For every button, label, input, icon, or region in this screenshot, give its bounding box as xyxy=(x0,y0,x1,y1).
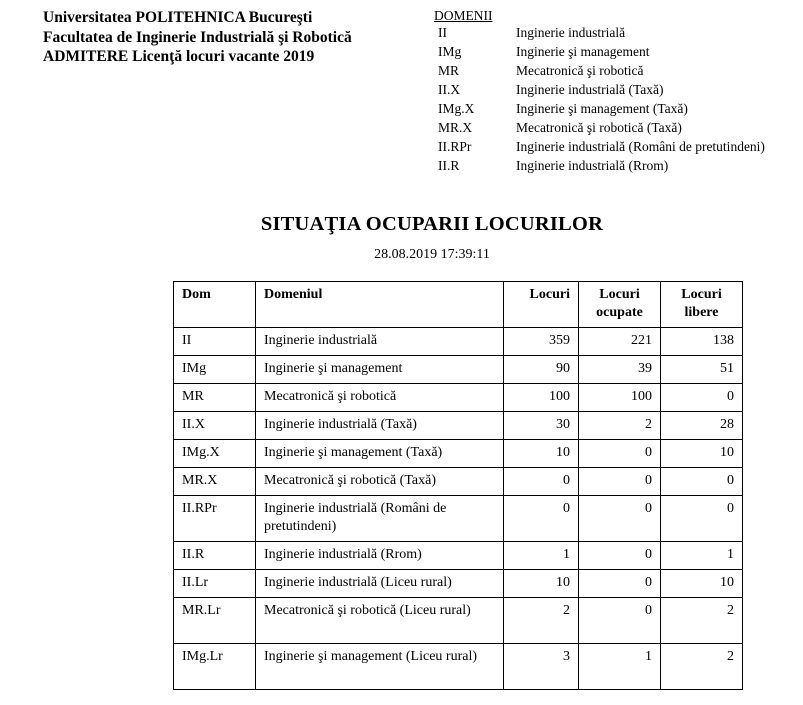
legend-name: Mecatronică şi robotică (Taxă) xyxy=(516,119,682,135)
cell-locuri-ocupate: 39 xyxy=(579,356,661,384)
cell-locuri-ocupate: 0 xyxy=(579,440,661,468)
header-locuri-libere xyxy=(661,282,743,328)
legend-name: Inginerie industrială (Români de pretutindeni) xyxy=(516,138,765,154)
occupancy-table xyxy=(173,281,743,690)
header-domeniul: Domeniul xyxy=(256,282,504,328)
cell-locuri-libere: 28 xyxy=(661,412,743,440)
legend-code: MR xyxy=(438,62,460,78)
cell-locuri-libere: 138 xyxy=(661,328,743,356)
admission-title: ADMITERE Licenţă locuri vacante 2019 xyxy=(43,48,315,65)
header-ocupate-line2: ocupate xyxy=(596,305,643,320)
legend-code: IMg xyxy=(438,43,462,59)
cell-dom: II.R xyxy=(174,542,256,570)
legend-name: Inginerie şi management xyxy=(516,43,650,59)
report-timestamp: 28.08.2019 17:39:11 xyxy=(374,247,490,262)
cell-locuri: 10 xyxy=(504,440,579,468)
cell-locuri-libere: 0 xyxy=(661,384,743,412)
cell-domeniul: Inginerie industrială xyxy=(256,328,504,356)
cell-dom: II.Lr xyxy=(174,570,256,598)
legend-code: II.R xyxy=(438,157,460,173)
cell-locuri: 2 xyxy=(504,598,579,644)
table-row xyxy=(174,542,743,570)
cell-domeniul: Mecatronică şi robotică (Liceu rural) xyxy=(256,598,504,644)
cell-locuri-libere: 0 xyxy=(661,496,743,542)
table-row xyxy=(174,440,743,468)
header-locuri-ocupate xyxy=(579,282,661,328)
legend-item xyxy=(438,137,765,156)
cell-locuri-ocupate: 0 xyxy=(579,598,661,644)
cell-locuri: 1 xyxy=(504,542,579,570)
legend-name: Inginerie industrială (Rrom) xyxy=(516,157,669,173)
cell-locuri: 359 xyxy=(504,328,579,356)
table-row xyxy=(174,598,743,644)
domains-legend-list xyxy=(438,23,765,175)
table-row xyxy=(174,644,743,690)
table-row xyxy=(174,384,743,412)
legend-item xyxy=(438,118,765,137)
cell-domeniul: Mecatronică şi robotică xyxy=(256,384,504,412)
table-row xyxy=(174,328,743,356)
legend-code: IMg.X xyxy=(438,100,475,116)
cell-locuri: 90 xyxy=(504,356,579,384)
header-locuri: Locuri xyxy=(504,282,579,328)
cell-domeniul: Inginerie industrială (Liceu rural) xyxy=(256,570,504,598)
header-dom: Dom xyxy=(174,282,256,328)
table-row xyxy=(174,570,743,598)
cell-locuri: 10 xyxy=(504,570,579,598)
legend-item xyxy=(438,61,765,80)
legend-item xyxy=(438,23,765,42)
domains-legend xyxy=(434,8,765,175)
cell-locuri-libere: 1 xyxy=(661,542,743,570)
cell-dom: II.X xyxy=(174,412,256,440)
legend-code: II.X xyxy=(438,81,461,97)
cell-dom: MR xyxy=(174,384,256,412)
cell-dom: II.RPr xyxy=(174,496,256,542)
cell-dom: IMg xyxy=(174,356,256,384)
cell-locuri-ocupate: 221 xyxy=(579,328,661,356)
cell-locuri: 100 xyxy=(504,384,579,412)
legend-item xyxy=(438,42,765,61)
legend-item xyxy=(438,156,765,175)
legend-item xyxy=(438,99,765,118)
legend-name: Inginerie industrială xyxy=(516,24,626,40)
cell-locuri-ocupate: 0 xyxy=(579,570,661,598)
cell-locuri-ocupate: 1 xyxy=(579,644,661,690)
cell-locuri-ocupate: 0 xyxy=(579,542,661,570)
cell-locuri: 0 xyxy=(504,468,579,496)
cell-dom: MR.X xyxy=(174,468,256,496)
cell-locuri: 0 xyxy=(504,496,579,542)
cell-domeniul: Inginerie industrială (Români de pretutindeni) xyxy=(256,496,504,542)
cell-dom: MR.Lr xyxy=(174,598,256,644)
header-libere-line2: libere xyxy=(684,305,719,320)
table-row xyxy=(174,496,743,542)
cell-locuri-libere: 10 xyxy=(661,440,743,468)
faculty-name: Facultatea de Inginerie Industrială şi Robotică xyxy=(43,28,352,46)
cell-locuri-ocupate: 2 xyxy=(579,412,661,440)
cell-locuri-ocupate: 0 xyxy=(579,468,661,496)
header-libere-line1: Locuri xyxy=(681,287,722,302)
cell-locuri-ocupate: 100 xyxy=(579,384,661,412)
legend-item xyxy=(438,80,765,99)
table-row xyxy=(174,412,743,440)
cell-domeniul: Mecatronică şi robotică (Taxă) xyxy=(256,468,504,496)
cell-domeniul: Inginerie şi management xyxy=(256,356,504,384)
cell-domeniul: Inginerie industrială (Taxă) xyxy=(256,412,504,440)
legend-code: II.RPr xyxy=(438,138,472,154)
page-title: SITUAŢIA OCUPARII LOCURILOR xyxy=(260,213,604,235)
table-row xyxy=(174,356,743,384)
cell-domeniul: Inginerie şi management (Taxă) xyxy=(256,440,504,468)
cell-dom: IMg.Lr xyxy=(174,644,256,690)
legend-name: Mecatronică şi robotică xyxy=(516,62,644,78)
legend-code: MR.X xyxy=(438,119,473,135)
cell-locuri-libere: 10 xyxy=(661,570,743,598)
table-row xyxy=(174,468,743,496)
cell-domeniul: Inginerie şi management (Liceu rural) xyxy=(256,644,504,690)
university-name: Universitatea POLITEHNICA Bucureşti xyxy=(43,9,313,26)
cell-domeniul: Inginerie industrială (Rrom) xyxy=(256,542,504,570)
institution-header xyxy=(43,8,352,67)
legend-name: Inginerie şi management (Taxă) xyxy=(516,100,688,116)
header-ocupate-line1: Locuri xyxy=(599,287,640,302)
cell-dom: IMg.X xyxy=(174,440,256,468)
cell-locuri-libere: 2 xyxy=(661,644,743,690)
cell-dom: II xyxy=(174,328,256,356)
cell-locuri-ocupate: 0 xyxy=(579,496,661,542)
cell-locuri: 3 xyxy=(504,644,579,690)
cell-locuri-libere: 2 xyxy=(661,598,743,644)
cell-locuri-libere: 51 xyxy=(661,356,743,384)
cell-locuri-libere: 0 xyxy=(661,468,743,496)
legend-name: Inginerie industrială (Taxă) xyxy=(516,81,664,97)
cell-locuri: 30 xyxy=(504,412,579,440)
legend-code: II xyxy=(438,24,447,40)
domains-legend-title: DOMENII xyxy=(434,8,493,23)
table-header-row xyxy=(174,282,743,328)
